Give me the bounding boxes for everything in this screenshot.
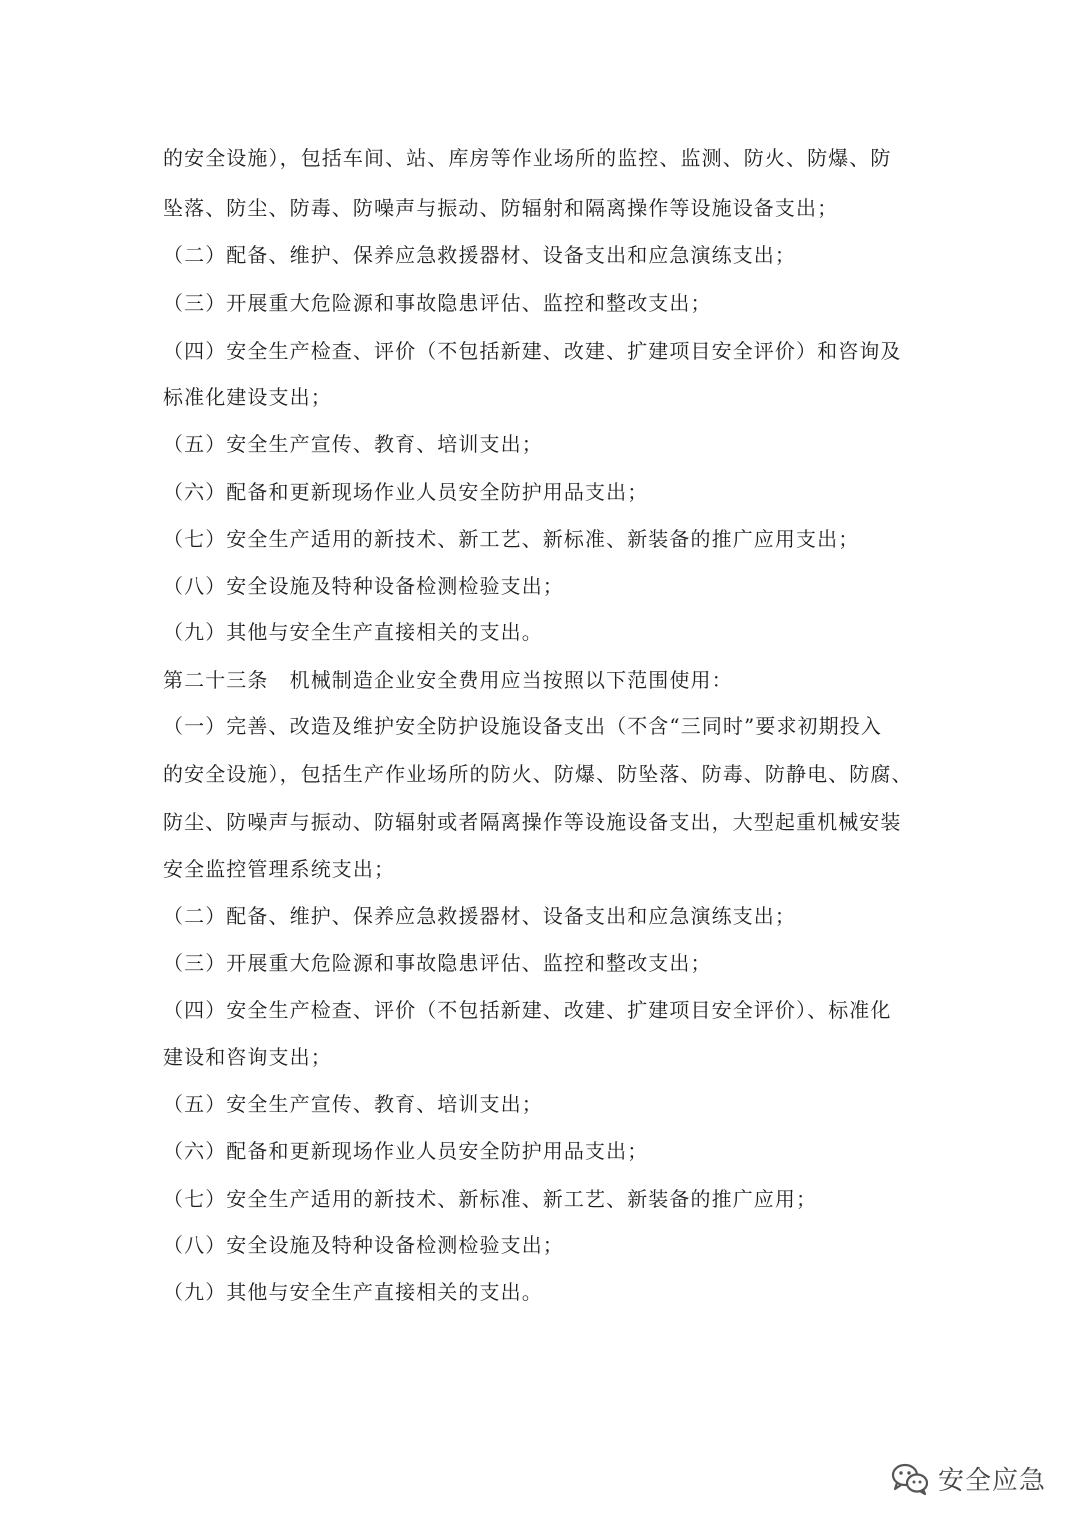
text-line: （五）安全生产宣传、教育、培训支出； bbox=[163, 1092, 543, 1116]
text-line: （七）安全生产适用的新技术、新工艺、新标准、新装备的推广应用支出； bbox=[163, 527, 860, 551]
text-line: 安全监控管理系统支出； bbox=[163, 857, 396, 881]
article-heading: 第二十三条 机械制造企业安全费用应当按照以下范围使用： bbox=[163, 668, 733, 692]
text-line: （三）开展重大危险源和事故隐患评估、监控和整改支出； bbox=[163, 291, 712, 315]
text-line: （九）其他与安全生产直接相关的支出。 bbox=[163, 620, 543, 644]
text-line: 建设和咨询支出； bbox=[163, 1045, 332, 1069]
text-line: （四）安全生产检查、评价（不包括新建、改建、扩建项目安全评价）和咨询及 bbox=[163, 339, 902, 363]
text-line: （五）安全生产宣传、教育、培训支出； bbox=[163, 432, 543, 456]
text-line: （二）配备、维护、保养应急救援器材、设备支出和应急演练支出； bbox=[163, 904, 796, 928]
text-line: 坠落、防尘、防毒、防噪声与振动、防辐射和隔离操作等设施设备支出； bbox=[163, 196, 839, 220]
text-line: （六）配备和更新现场作业人员安全防护用品支出； bbox=[163, 480, 649, 504]
watermark bbox=[890, 1460, 1046, 1497]
text-line: （一）完善、改造及维护安全防护设施设备支出（不含“三同时”要求初期投入 bbox=[163, 714, 882, 738]
text-line: 防尘、防噪声与振动、防辐射或者隔离操作等设施设备支出，大型起重机械安装 bbox=[163, 810, 902, 834]
text-line: （二）配备、维护、保养应急救援器材、设备支出和应急演练支出； bbox=[163, 243, 796, 267]
text-line: （四）安全生产检查、评价（不包括新建、改建、扩建项目安全评价）、标准化 bbox=[163, 998, 892, 1022]
text-line: （九）其他与安全生产直接相关的支出。 bbox=[163, 1280, 543, 1304]
wechat-icon bbox=[890, 1461, 930, 1497]
text-line: （七）安全生产适用的新技术、新标准、新工艺、新装备的推广应用； bbox=[163, 1187, 818, 1211]
text-line: （三）开展重大危险源和事故隐患评估、监控和整改支出； bbox=[163, 951, 712, 975]
text-line: （八）安全设施及特种设备检测检验支出； bbox=[163, 1233, 564, 1257]
watermark-text: 安全应急 bbox=[938, 1466, 1047, 1496]
text-line: （八）安全设施及特种设备检测检验支出； bbox=[163, 574, 564, 598]
text-line: 的安全设施），包括生产作业场所的防火、防爆、防坠落、防毒、防静电、防腐、 bbox=[163, 762, 913, 786]
text-line: 的安全设施），包括车间、站、库房等作业场所的监控、监测、防火、防爆、防 bbox=[163, 146, 892, 170]
text-line: （六）配备和更新现场作业人员安全防护用品支出； bbox=[163, 1139, 649, 1163]
text-line: 标准化建设支出； bbox=[163, 385, 332, 409]
